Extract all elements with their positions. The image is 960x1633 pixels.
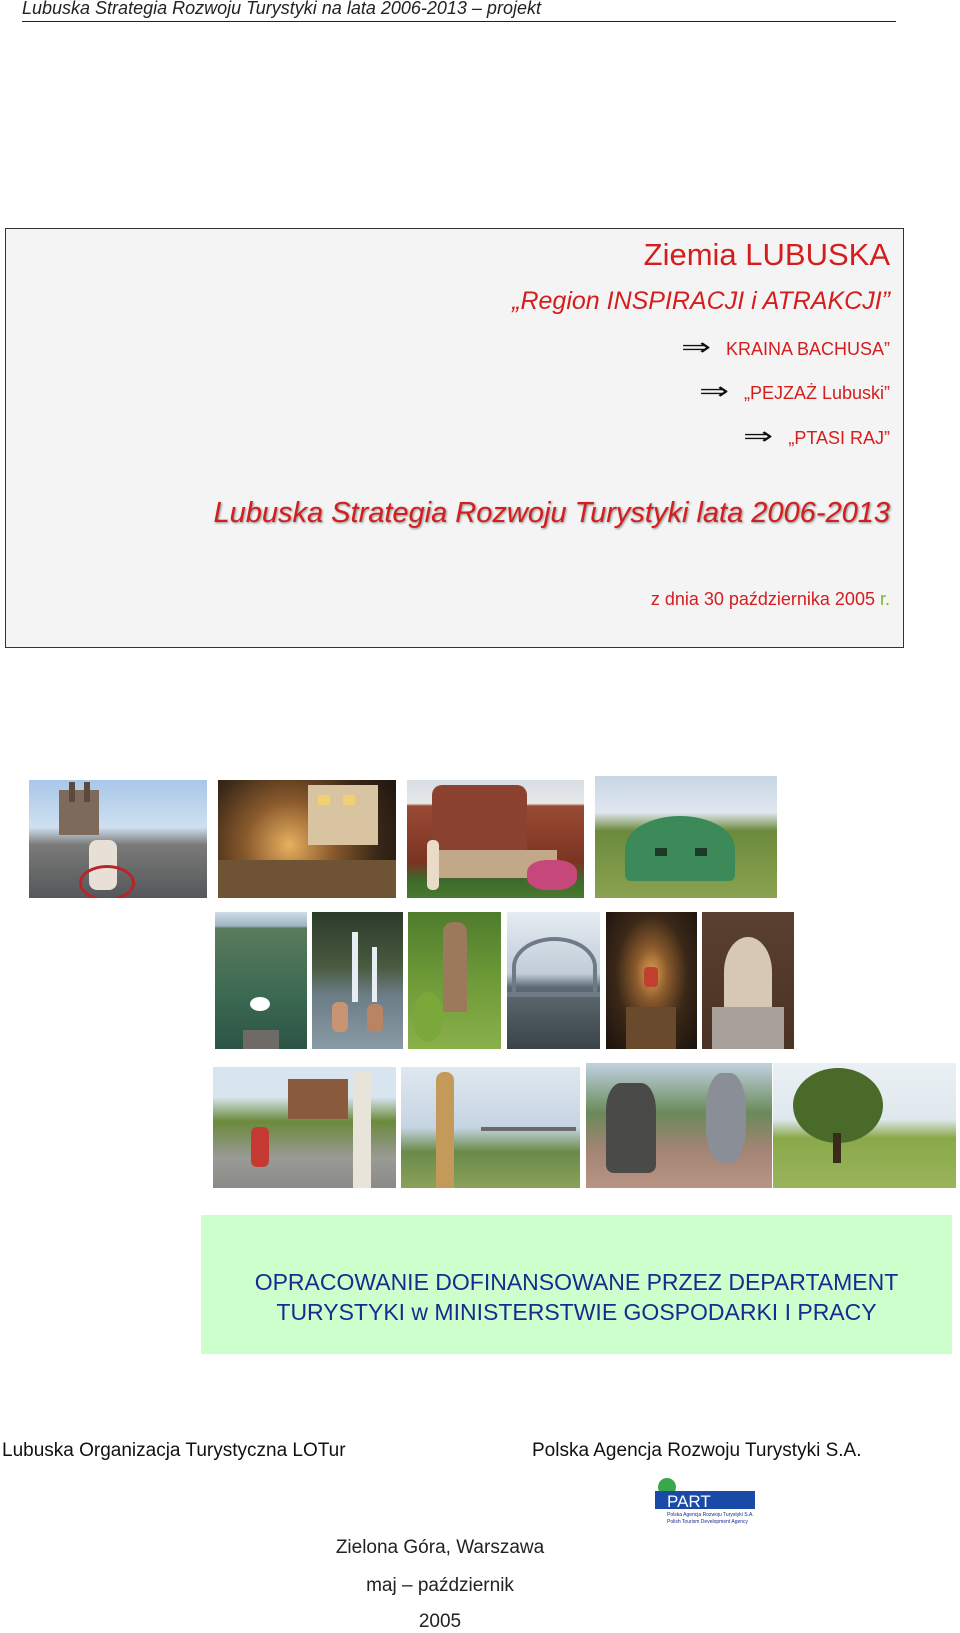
title-box xyxy=(5,228,904,648)
double-arrow-icon: ⇒ xyxy=(743,423,774,450)
photo-cyclist-path xyxy=(213,1067,396,1188)
theme-item: ⇒ KRAINA BACHUSA” xyxy=(680,334,890,361)
region-slogan: „Region INSPIRACJI i ATRAKCJI” xyxy=(512,287,890,315)
strategy-title: Lubuska Strategia Rozwoju Turystyki lata 2006-2013 xyxy=(213,497,890,529)
footer-year: 2005 xyxy=(418,1611,462,1632)
region-title: Ziemia LUBUSKA xyxy=(643,237,890,272)
logo-subtitle: Polska Agencja Rozwoju Turystyki S.A. xyxy=(667,1512,754,1518)
theme-item: ⇒ „PTASI RAJ” xyxy=(743,423,890,450)
photo-tunnel xyxy=(606,912,697,1049)
double-arrow-icon: ⇒ xyxy=(680,334,711,361)
document-date: z dnia 30 października 2005 r. xyxy=(650,589,890,609)
photo-arched-bridge xyxy=(507,912,600,1049)
footer-months: maj – październik xyxy=(366,1575,514,1596)
double-arrow-icon: ⇒ xyxy=(698,378,729,405)
photo-wooden-totem xyxy=(401,1067,580,1188)
photo-forest-sculpture xyxy=(408,912,501,1049)
part-logo xyxy=(655,1477,755,1525)
photo-ruined-arch xyxy=(702,912,794,1049)
photo-tree-meadow xyxy=(773,1063,956,1188)
photo-castle-tower xyxy=(407,780,584,898)
funding-note: OPRACOWANIE DOFINANSOWANE PRZEZ DEPARTAMENT TURYSTYKI w MINISTERSTWIE GOSPODARKI I PRACY xyxy=(201,1215,952,1354)
theme-item: ⇒ „PEJZAŻ Lubuski” xyxy=(698,378,890,405)
photo-cyclist-bridge xyxy=(29,780,207,898)
photo-lake-diver xyxy=(215,912,307,1049)
photo-green-bunker xyxy=(595,776,777,898)
organization-right: Polska Agencja Rozwoju Turystyki S.A. xyxy=(532,1440,862,1461)
logo-text: PART xyxy=(667,1492,711,1511)
organization-left: Lubuska Organizacja Turystyczna LOTur xyxy=(2,1440,346,1461)
photo-fountain-sculpture xyxy=(586,1063,772,1188)
logo-subtitle: Polish Tourism Development Agency xyxy=(667,1519,749,1525)
running-header: Lubuska Strategia Rozwoju Turystyki na lata 2006-2013 – projekt xyxy=(22,0,896,22)
photo-fountain-children xyxy=(312,912,403,1049)
footer-place: Zielona Góra, Warszawa xyxy=(335,1537,545,1558)
photo-night-square xyxy=(218,780,396,898)
